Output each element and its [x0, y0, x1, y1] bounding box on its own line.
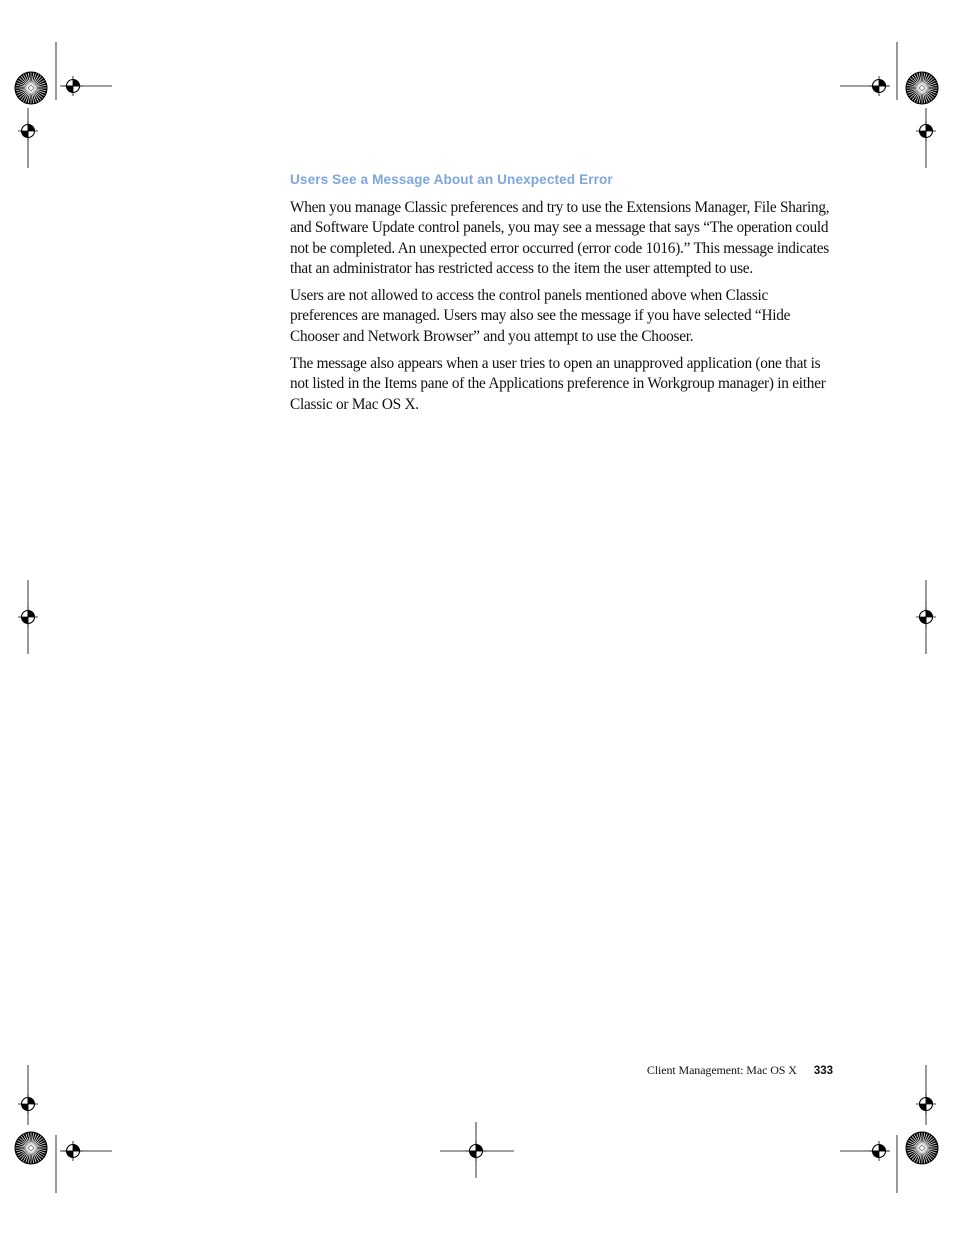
registration-mark-icon [916, 121, 936, 141]
registration-mark-icon [466, 1141, 486, 1161]
star-target-icon [15, 1132, 47, 1164]
registration-mark-icon [18, 121, 38, 141]
page-footer [647, 1063, 833, 1078]
footer-chapter-title: Client Management: Mac OS X [646, 1063, 797, 1077]
section-heading: Users See a Message About an Unexpected Error [290, 172, 613, 187]
star-target-icon [906, 72, 938, 104]
star-target-icon [906, 1132, 938, 1164]
registration-mark-icon [869, 76, 889, 96]
body-text [290, 198, 835, 422]
registration-mark-icon [869, 1141, 889, 1161]
paragraph: When you manage Classic preferences and try to use the Extensions Manager, File Sharing, and Software Update control panels, you may see a message that says “The operation could not be completed. An unexpected error occurred (error code 1016).” This message indicates that an administrator has restricted access to the item the user attempted to use. [290, 199, 830, 277]
star-target-icon [15, 72, 47, 104]
paragraph: The message also appears when a user tries to open an unapproved application (one that is not listed in the Items pane of the Applications preference in Workgroup manager) in either Classic or Mac OS X. [290, 355, 826, 413]
registration-mark-icon [18, 607, 38, 627]
page-number: 333 [813, 1065, 833, 1077]
registration-mark-icon [63, 1141, 83, 1161]
registration-mark-icon [18, 1094, 38, 1114]
registration-mark-icon [63, 76, 83, 96]
registration-mark-icon [916, 1094, 936, 1114]
paragraph: Users are not allowed to access the control panels mentioned above when Classic preferences are managed. Users may also see the message if you have selected “Hide Chooser and Network Browser” and you attempt to use the Chooser. [290, 287, 791, 345]
registration-mark-icon [916, 607, 936, 627]
